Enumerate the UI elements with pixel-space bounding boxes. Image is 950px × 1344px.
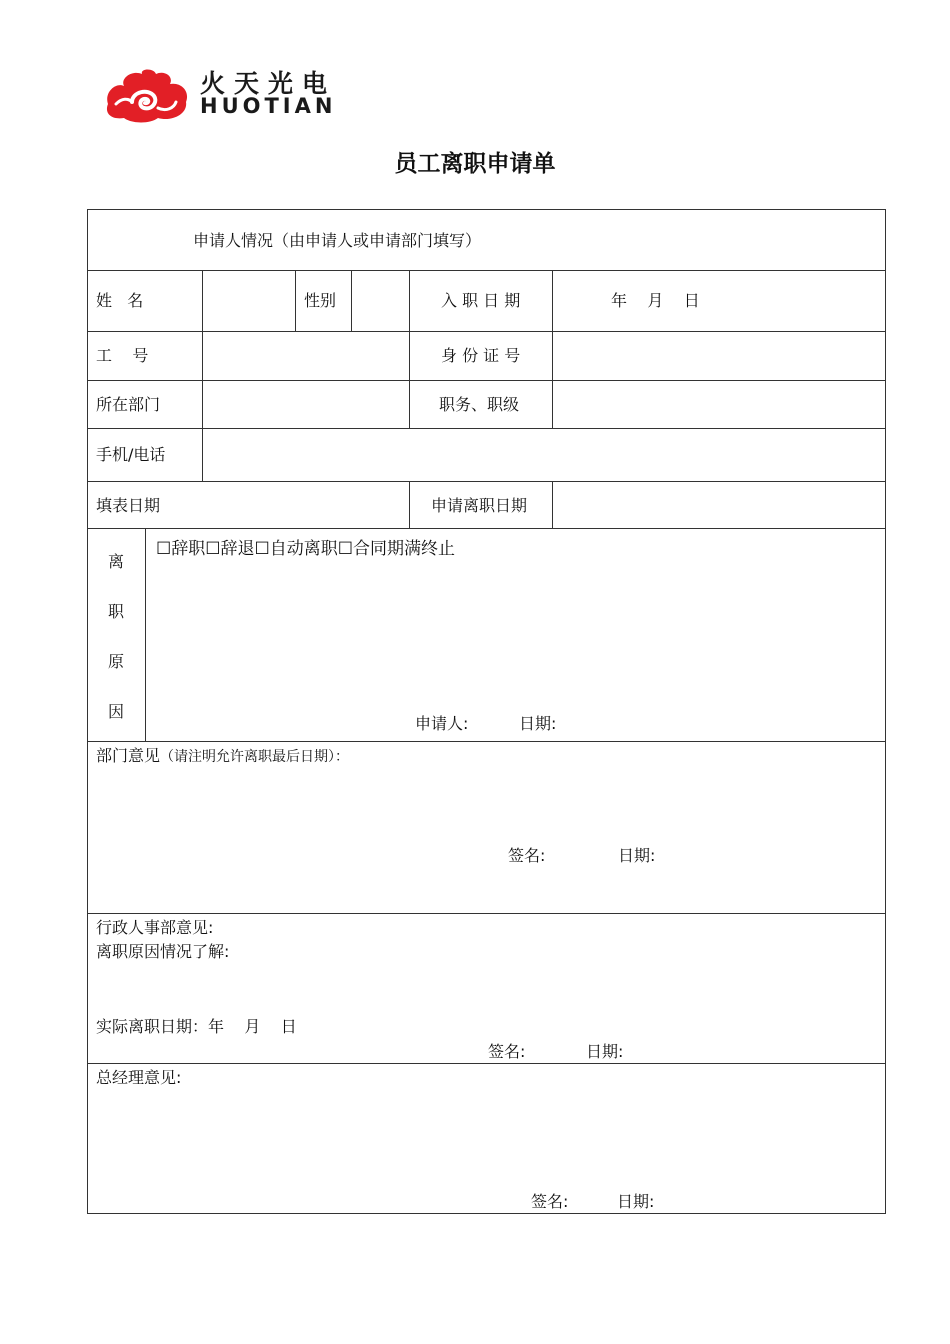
hr-sign-label: 签名: <box>488 1042 526 1061</box>
hr-reason-label: 离职原因情况了解: <box>96 942 230 961</box>
id-no-label: 身 份 证 号 <box>441 346 521 365</box>
self-leave-option-label: 自动离职 <box>269 539 338 559</box>
position-label: 职务、职级 <box>439 395 520 414</box>
reason-label-char: 原 <box>108 652 125 671</box>
dismiss-checkbox[interactable]: ☐ <box>205 539 221 559</box>
department-field[interactable] <box>203 381 409 428</box>
department-label: 所在部门 <box>96 395 161 414</box>
logo-english-text: HUOTIAN <box>200 94 337 118</box>
resignation-form <box>87 209 886 1214</box>
phone-label: 手机/电话 <box>96 445 166 464</box>
contract-end-option-label: 合同期满终止 <box>353 539 455 559</box>
name-field[interactable] <box>203 271 295 331</box>
column-divider <box>409 481 410 528</box>
leave-date-label: 申请离职日期 <box>431 496 528 515</box>
column-divider <box>145 528 146 741</box>
gm-sign-label: 签名: <box>531 1192 569 1211</box>
name-label: 姓 名 <box>96 291 144 310</box>
logo-chinese-text: 火天光电 <box>200 69 337 98</box>
leave-date-field[interactable] <box>553 482 885 528</box>
company-logo <box>102 68 402 126</box>
row-divider <box>88 1063 885 1064</box>
fill-date-field[interactable] <box>203 482 409 528</box>
id-no-field[interactable] <box>553 332 885 380</box>
dept-opinion-note: （请注明允许离职最后日期）： <box>160 749 350 765</box>
row-divider <box>88 528 885 529</box>
employee-no-field[interactable] <box>203 332 409 380</box>
gm-date-label: 日期: <box>617 1192 655 1211</box>
resign-option-label: 辞职 <box>171 539 206 559</box>
reason-date-label: 日期: <box>519 714 557 733</box>
dept-opinion-title: 部门意见 <box>96 746 161 765</box>
dept-date-label: 日期: <box>618 846 656 865</box>
gender-field[interactable] <box>352 271 409 331</box>
hire-date-label: 入 职 日 期 <box>441 291 521 310</box>
column-divider <box>409 270 410 380</box>
column-divider <box>295 270 296 331</box>
gender-label: 性别 <box>304 291 337 310</box>
reason-label-char: 职 <box>108 602 125 621</box>
flame-logo-icon <box>102 68 192 124</box>
applicant-label: 申请人: <box>415 714 469 733</box>
hr-opinion-label: 行政人事部意见: <box>96 918 214 937</box>
row-divider <box>88 741 885 742</box>
page-title: 员工离职申请单 <box>394 151 556 177</box>
reason-label-char: 离 <box>108 552 125 571</box>
reason-label-char: 因 <box>108 702 125 721</box>
contract-end-checkbox[interactable]: ☐ <box>337 539 353 559</box>
dept-opinion-label <box>96 747 349 766</box>
hr-date-label: 日期: <box>586 1042 624 1061</box>
fill-date-label: 填表日期 <box>96 496 161 515</box>
hire-date-field[interactable]: 年 月 日 <box>611 291 700 310</box>
dept-sign-label: 签名: <box>508 846 546 865</box>
gm-opinion-label: 总经理意见: <box>96 1068 182 1087</box>
dismiss-option-label: 辞退 <box>220 539 255 559</box>
actual-leave-date: 实际离职日期：年 月 日 <box>96 1017 297 1036</box>
employee-no-label: 工 号 <box>96 346 149 365</box>
resign-checkbox[interactable]: ☐ <box>156 539 172 559</box>
column-divider <box>409 380 410 428</box>
row-divider <box>88 913 885 914</box>
self-leave-checkbox[interactable]: ☐ <box>254 539 270 559</box>
phone-field[interactable] <box>203 429 885 481</box>
reason-options <box>156 540 455 558</box>
position-field[interactable] <box>553 381 885 428</box>
section-header: 申请人情况（由申请人或申请部门填写） <box>193 231 482 250</box>
